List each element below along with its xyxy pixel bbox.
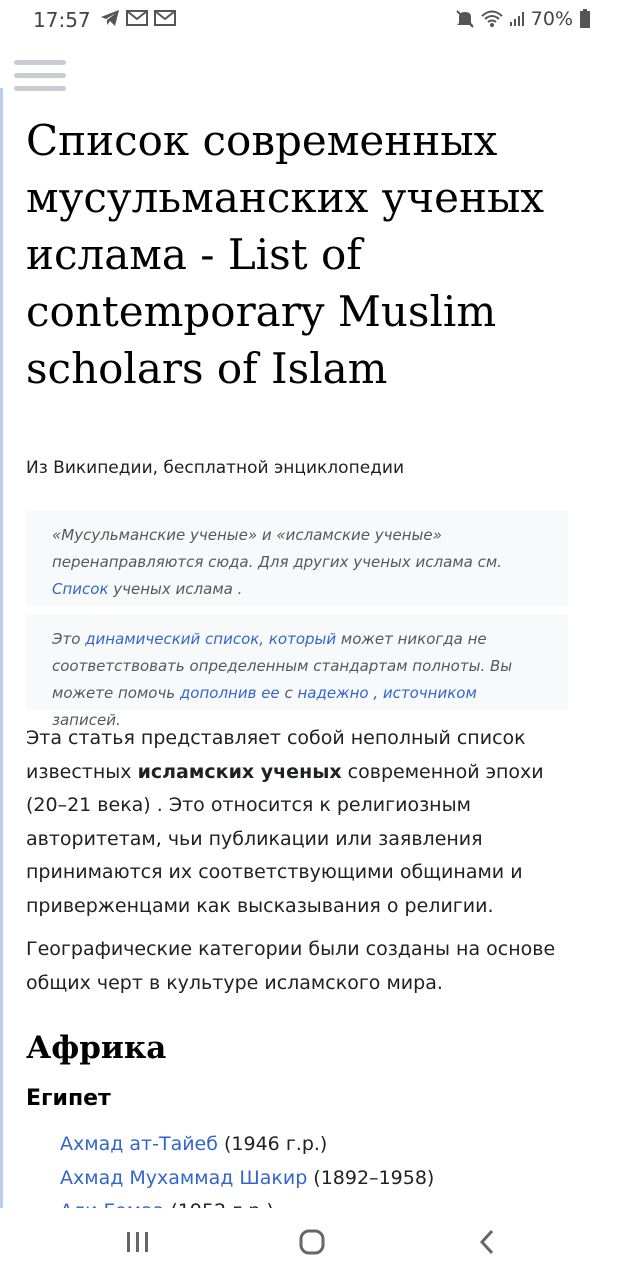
mail-icon xyxy=(154,10,176,26)
dynamic-list-link[interactable]: динамический список, который xyxy=(85,630,337,648)
wifi-icon xyxy=(481,10,503,28)
page-subtitle: Из Википедии, бесплатной энциклопедии xyxy=(26,458,405,478)
hatnote-text: с xyxy=(279,684,298,702)
subsection-heading-egypt: Египет xyxy=(26,1086,111,1111)
menu-icon[interactable] xyxy=(14,60,66,96)
mail-icon xyxy=(126,10,148,26)
section-heading-africa[interactable]: Африка xyxy=(26,1030,167,1066)
paragraph-text: современной эпохи (20–21 века) . Это относится к религиозным авторитетам, чьи публикации или заявления принимаются их соответствующими общинами и приверженцами как высказывания о религии. xyxy=(26,760,544,917)
page-edge-rule xyxy=(0,88,3,1208)
telegram-icon xyxy=(100,9,120,27)
hatnote-text: ученых ислама . xyxy=(108,580,243,598)
hatnote-redirect xyxy=(26,510,568,606)
hatnote-text: «Мусульманские ученые» и «исламские ученые» перенаправляются сюда. Для других ученых ислама см. xyxy=(52,526,502,571)
scholar-dates: (1946 г.р.) xyxy=(217,1133,328,1155)
scholar-link[interactable]: Ахмад ат-Тайеб xyxy=(60,1133,218,1155)
scholar-link[interactable]: Ахмад Мухаммад Шакир xyxy=(60,1166,308,1189)
system-icons xyxy=(455,8,591,30)
paragraph-text: Эта статья представляет собой неполный список известных xyxy=(26,727,526,783)
home-icon[interactable] xyxy=(298,1228,326,1256)
page-title: Список современных мусульманских ученых ислама - List of contemporary Muslim scholars of Islam xyxy=(26,116,545,393)
scholar-dates: (1892–1958) xyxy=(307,1166,435,1189)
signal-icon xyxy=(509,11,525,27)
bold-term: исламских ученых xyxy=(137,760,342,783)
back-icon[interactable] xyxy=(474,1228,502,1256)
hatnote-text: Это xyxy=(52,630,86,648)
status-time: 17:57 xyxy=(33,8,91,32)
battery-icon xyxy=(579,9,591,29)
sources-link[interactable]: источником xyxy=(382,684,477,702)
scholar-list xyxy=(60,1128,580,1208)
hatnote-text: записей. xyxy=(52,711,121,729)
system-nav-bar xyxy=(0,1208,623,1280)
hatnote-dynamic-list xyxy=(26,614,568,729)
mute-icon xyxy=(455,9,475,29)
list-item xyxy=(60,1128,580,1162)
reliable-link[interactable]: надежно xyxy=(297,684,369,702)
notification-icons xyxy=(100,9,176,27)
intro-paragraph xyxy=(26,722,586,923)
expand-link[interactable]: дополнив ее xyxy=(179,684,280,702)
geography-paragraph: Географические категории были созданы на основе общих черт в культуре исламского мира. xyxy=(26,938,556,994)
hatnote-link-list[interactable]: Список xyxy=(52,580,109,598)
hatnote-text: , xyxy=(368,684,383,702)
recents-icon[interactable] xyxy=(124,1228,152,1256)
battery-percent: 70% xyxy=(530,8,573,30)
list-item xyxy=(60,1162,580,1196)
hatnote-text: может никогда не соответствовать определенным стандартам полноты. Вы можете помочь xyxy=(52,630,513,702)
status-bar xyxy=(0,0,623,38)
